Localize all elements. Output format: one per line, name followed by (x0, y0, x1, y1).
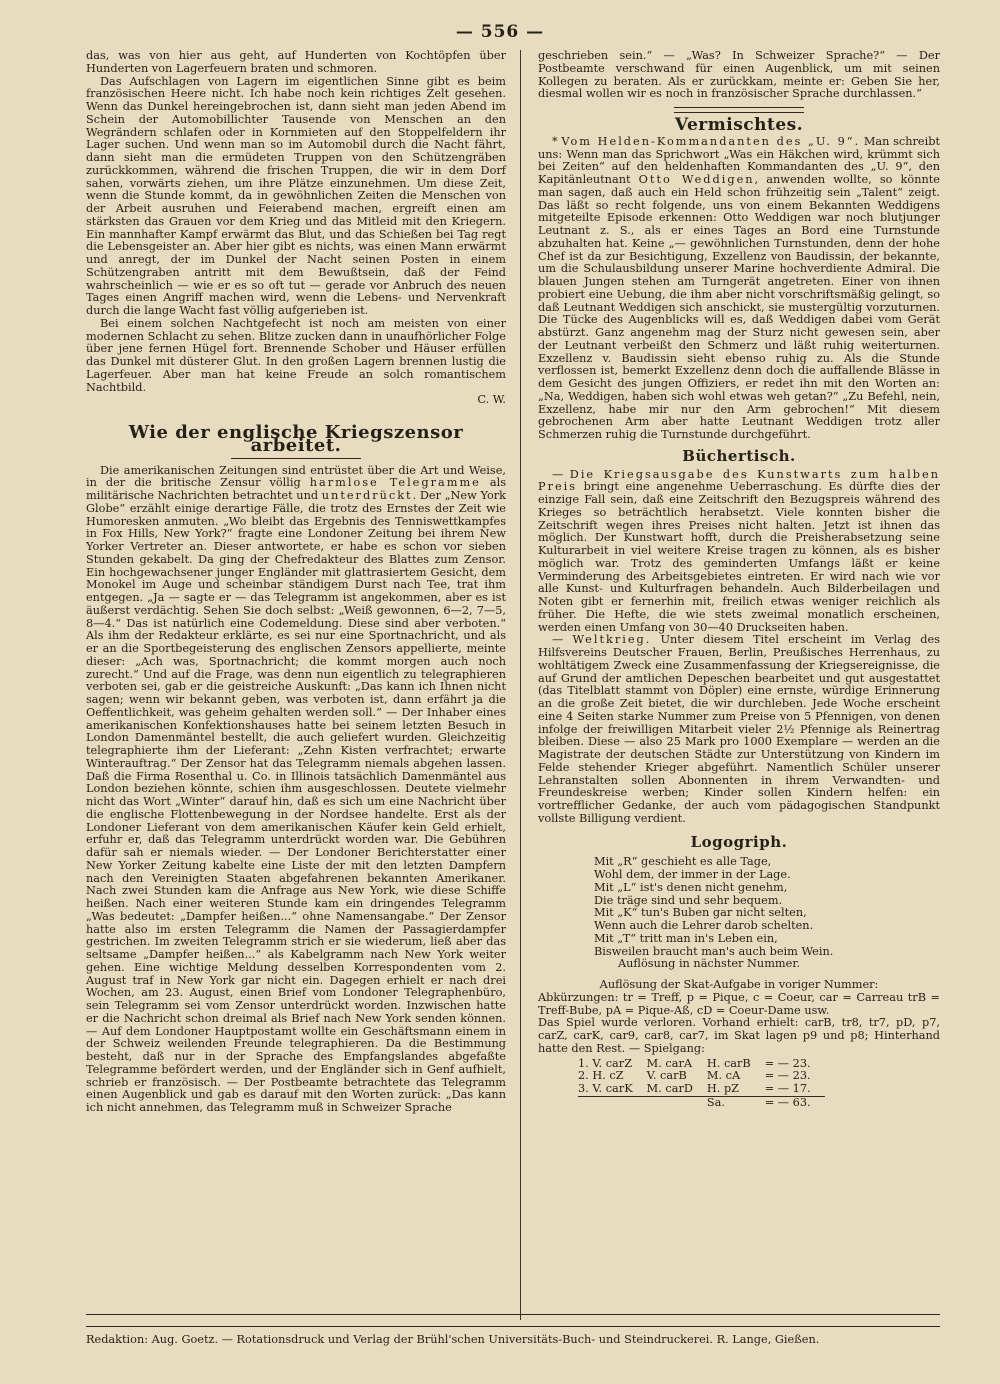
paragraph: — Weltkrieg. Unter diesem Titel erscheint im Verlag des Hilfsvereins Deutscher Frauen, Berlin, Preußisches Herrenhaus, zu wohltätigem Zweck eine Zusammenfassung der Kriegsereignisse, die auf Grund der amtlichen Depeschen bearbeitet und gut ausgestattet (das Titelblatt stammt von Döpler) eine ernste, würdige Erinnerung an die große Zeit bietet, die wir durchleben. Jede Woche erscheint eine 4 Seiten starke Nummer zum Preise von 5 Pfennigen, von denen infolge der freiwilligen Mitarbeit vieler 2½ Pfennige als Reinertrag bleiben. Diese — also 25 Mark pro 1000 Exemplare — werden an die Magistrate der deutschen Städte zur Unterstützung von Kindern im Felde stehender Krieger abgeführt. Namentlich Schüler unserer Lehranstalten sollen Abonnenten in ihrem Verwandten- und Freundeskreise werben; Kinder sollen Kindern helfen: ein vortrefflicher Gedanke, der auch vom pädagogischen Standpunkt vollste Billigung verdient. (538, 633, 940, 825)
skat-title: Auflösung der Skat-Aufgabe in voriger Nummer: (599, 978, 879, 991)
author-signature: C. W. (477, 393, 506, 407)
poem-line: Mit „R“ geschieht es alle Tage, (594, 855, 772, 869)
paragraph: Das Aufschlagen von Lagern im eigentlichen Sinne gibt es beim französischen Heere nicht. Ich habe noch kein richtiges Zelt gesehen. Wenn das Dunkel hereingebrochen ist, dann sieht man jeden Abend im Schein der Automobillichter Tausende von Menschen an den Wegrändern schlafen oder in Kornmieten auf den Stoppelfeldern ihr Lager suchen. Und wenn man so im Automobil durch die Nacht fährt, dann sieht man die ermüdeten Truppen von den Schützengräben zurückkommen, während die frischen Truppen, die wir in dem Dorf sahen, vorwärts ziehen, um ihre Plätze einzunehmen. Um diese Zeit, wenn die Stunde kommt, da in gewöhnlichen Zeiten die Menschen von der Arbeit ausruhen und Feierabend machen, ergreift einen am stärksten das Grauen vor dem Krieg und das Mitleid mit den Kriegern. Ein mannhafter Kampf erwärmt das Blut, und das Schießen bei Tag regt die Lebensgeister an. Aber hier gibt es nichts, was einen Mann erwärmt und anregt, der im Dunkel der Nacht seinen Posten in einem Schützengraben antritt mit dem Bewußtsein, daß der Feind wahrscheinlich — wie er es so oft tut — gerade vor Anbruch des neuen Tages einen Angriff machen wird, wenn die Lebens- und Nervenkraft durch die lange Wacht fast völlig aufgerieben ist. (86, 74, 506, 317)
table-row: 2. H. cZ V. carB M. cA = — 23. (578, 1069, 811, 1083)
paragraph: — Die Kriegsausgabe des Kunstwarts zum halben Preis bringt eine angenehme Ueberraschung. Es dürfte dies der einzige Fall sein, daß eine Zeitschrift den Bezugspreis während des Krieges so beträchtlich herabsetzt. Viele konnten bisher die Zeitschrift wegen ihres Preises nicht halten. Jetzt ist ihnen das möglich. Der Kunstwart hofft, durch die Preisherabsetzung seine Kulturarbeit in viel weitere Kreise tragen zu können, als es bisher möglich war. Trotz des geminderten Umfangs läßt er keine Verminderung des Arbeitsgebietes eintreten. Er wird nach wie vor alle Kunst- und Kulturfragen behandeln. Auch Bilderbeilagen und Noten gibt er fernerhin mit, freilich etwas weniger reichlich als früher. Die Hefte, die wie stets zweimal monatlich erscheinen, werden einen Umfang von 30—40 Druckseiten haben. (538, 467, 940, 634)
paragraph: das, was von hier aus geht, auf Hunderten von Kochtöpfen über Hunderten von Lagerfeuern braten und schmoren. (86, 49, 506, 75)
riddle-poem (594, 856, 940, 971)
paragraph: Die amerikanischen Zeitungen sind entrüstet über die Art und Weise, in der die britische Zensur völlig harmlose Telegramme als militärische Nachrichten betrachtet und unterdrückt. Der „New York Globe“ erzählt einige derartige Fälle, die trotz des Ernstes der Zeit wie Humoresken anmuten. „Wo bleibt das Ergebnis des Tenniswettkampfes in Fox Hills, New York?“ fragte eine Londoner Zeitung bei ihrem New Yorker Vertreter an. Dieser antwortete, er habe es schon vor sieben Stunden gekabelt. Da ging der Chefredakteur des Blattes zum Zensor. Ein hochgewachsener junger Engländer mit glattrasiertem Gesicht, dem Monokel im Auge und scheinbar ständigem Durst nach Tee, trat ihm entgegen. „Ja — sagte er — das Telegramm ist angekommen, aber es ist äußerst verdächtig. Sehen Sie doch selbst: „Weiß gewonnen, 6—2, 7—5, 8—4.“ Das ist natürlich eine Codemeldung. Diese sind aber verboten.“ Als ihm der Redakteur erklärte, es sei nur eine Sportnachricht, und als er an die Sportbegeisterung des englischen Zensors appellierte, meinte dieser: „Ach was, Sportnachricht; die kommt morgen auch noch zurecht.“ Und auf die Frage, was denn nun eigentlich zu telegraphieren verboten sei, gab er die geistreiche Auskunft: „Das kann ich Ihnen nicht sagen; wenn wir bekannt geben, was verboten ist, dann erfährt ja die Oeffentlichkeit, was geheim gehalten werden soll.“ — Der Inhaber eines amerikanischen Konfektionshauses hatte bei seinem letzten Besuch in London Damenmäntel bestellt, die auch geliefert wurden. Gleichzeitig telegraphierte ihm der Lieferant: „Zehn Kisten verfrachtet; erwarte Winterauftrag.“ Der Zensor hat das Telegramm niemals abgehen lassen. Daß die Firma Rosenthal u. Co. in Illinois tatsächlich Damenmäntel aus London beziehen könnte, schien ihm ausgeschlossen. Deutete vielmehr nicht das Wort „Winter“ darauf hin, daß es sich um eine Nachricht über die englische Flottenbewegung in der Nordsee handelte. Erst als der Londoner Lieferant von dem amerikanischen Käufer kein Geld erhielt, erfuhr er, daß das Telegramm unterdrückt worden war. Die Gebühren dafür sah er niemals wieder. — Der Londoner Berichterstatter einer New Yorker Zeitung kabelte eine Liste der mit den letzten Dampfern nach den Vereinigten Staaten abgefahrenen bekannten Amerikaner. Nach zwei Stunden kam die Anfrage aus New York, wie diese Schiffe heißen. Nach einer weiteren Stunde kam ein dringendes Telegramm „Was bedeutet: „Dampfer heißen...“ ohne Namensangabe.“ Der Zensor hatte also im ersten Telegramm die Namen der Passagierdampfer gestrichen. Im zweiten Telegramm strich er sie wiederum, ließ aber das seltsame „Dampfer heißen...“ als Kabelgramm nach New York weiter gehen. Eine wichtige Meldung desselben Korrespondenten vom 2. August traf in New York gar nicht ein. Dagegen erhielt er nach drei Wochen, am 23. August, einen Brief vom Londoner Telegraphenbüro, sein Telegramm sei vom Zensor unterdrückt worden. Inzwischen hatte er die Nachricht schon dreimal als Brief nach New York senden können. — Auf dem Londoner Hauptpostamt wollte ein Geschäftsmann einem in der Schweiz weilenden Freunde telegraphieren. Da die Bestimmung besteht, daß nur in der Sprache des Empfangslandes abgefaßte Telegramme befördert werden, und der Engländer sich in Genf aufhielt, schrieb er französisch. — Der Postbeamte betrachtete das Telegramm einen Augenblick und gab es darauf mit den Worten zurück: „Das kann ich nicht annehmen, das Telegramm muß in Schweizer Sprache (86, 463, 507, 1114)
divider (231, 458, 361, 459)
page-number: — 556 — (455, 22, 545, 42)
skat-abbreviations: Abkürzungen: tr = Treff, p = Pique, c = Coeur, car = Carreau trB = Treff-Bube, pA = Pique-Aß, cD = Coeur-Dame usw. (538, 990, 940, 1017)
poem-line: Wenn auch die Lehrer darob schelten. (594, 919, 814, 932)
skat-description: Das Spiel wurde verloren. Vorhand erhielt: carB, tr8, tr7, pD, p7, carZ, carK, car9, car8, car7, im Skat lagen p9 und p8; Hinterhand hatte den Rest. — Spielgang: (538, 1016, 940, 1055)
skat-table (578, 1058, 825, 1110)
paragraph: * Vom Helden-Kommandanten des „U. 9“. Man schreibt uns: Wenn man das Sprichwort „Was ein Häkchen wird, krümmt sich bei Zeiten“ auf den heldenhaften Kommandanten des „U. 9“, den Kapitänleutnant Otto Weddigen, anwenden wollte, so könnte man sagen, daß auch ein Held schon frühzeitig sein „Talent“ zeigt. Das läßt so recht folgende, uns von einem Bekannten Weddigens mitgeteilte Episode erkennen: Otto Weddigen war noch blutjunger Leutnant z. S., als er eines Tages an Bord eine Turnstunde abzuhalten hat. Keine „— gewöhnlichen Turnstunden, denn der hohe Chef ist da zur Besichtigung, Exzellenz von Baudissin, der bekannte, um die Schulausbildung unserer Marine hochverdiente Admiral. Die blauen Jungen stehen am Turngerät angetreten. Einer von ihnen probiert eine Uebung, die ihm aber nicht vorschriftsmäßig gelingt, so daß Leutnant Weddigen sich anschickt, sie mustergültig vorzuturnen. Die Tücke des Augenblicks will es, daß Weddigen dabei vom Gerät abstürzt. Ganz angenehm mag der Sturz nicht gewesen sein, aber der Leutnant verbeißt den Schmerz und läßt ruhig weiterturnen. Exzellenz v. Baudissin sieht ebenso ruhig zu. Als die Stunde verflossen ist, bemerkt Exzellenz denn doch die auffallende Blässe in dem Gesicht des jungen Offiziers, er redet ihn mit den Worten an: „Na, Weddigen, haben sich wohl etwas weh getan?“ „Zu Befehl, nein, Exzellenz, habe mir nur den Arm gebrochen!“ Mit diesem gebrochenen Arm aber hatte Leutnant Weddigen trotz aller Schmerzen ruhig die Turnstunde durchgeführt. (538, 134, 940, 441)
section-heading: Wie der englische Kriegszensor arbeitet. (128, 422, 464, 456)
table-row: 3. V. carK M. carD H. pZ = — 17. (578, 1081, 811, 1095)
poem-line: Mit „T“ tritt man in's Leben ein, (594, 931, 778, 945)
poem-line: Bisweilen braucht man's auch beim Wein. (594, 944, 834, 958)
left-column (86, 50, 506, 1115)
poem-line: Die träge sind und sehr bequem. (594, 893, 783, 907)
poem-line: Wohl dem, der immer in der Lage. (594, 868, 791, 881)
poem-line: Mit „L“ ist's denen nicht genehm, (594, 880, 788, 894)
column-divider (520, 50, 521, 1320)
divider (674, 107, 804, 113)
imprint-footer: Redaktion: Aug. Goetz. — Rotationsdruck und Verlag der Brühl'schen Universitäts-Buch- und Steindruckerei. R. Lange, Gießen. (86, 1326, 940, 1346)
table-sum-row: Sa. = — 63. (578, 1096, 825, 1109)
footer-divider (86, 1314, 940, 1315)
skat-solution (538, 979, 940, 1109)
poem-line: Mit „K“ tun's Buben gar nicht selten, (594, 906, 807, 920)
section-heading: Vermischtes. (674, 115, 804, 135)
paragraph: geschrieben sein.“ — „Was? In Schweizer Sprache?“ — Der Postbeamte verschwand für einen Augenblick, um mit seinen Kollegen zu beraten. Als er zurückkam, meinte er: Geben Sie her, diesmal wollen wir es noch in französischer Sprache durchlassen.“ (538, 49, 940, 101)
table-row: 1. V. carZ M. carA H. carB = — 23. (578, 1056, 811, 1070)
right-column (538, 50, 940, 1109)
section-heading: Logogriph. (690, 832, 788, 851)
section-heading: Büchertisch. (682, 446, 796, 465)
poem-solution-note: Auflösung in nächster Nummer. (618, 957, 801, 971)
paragraph: Bei einem solchen Nachtgefecht ist noch am meisten von einer modernen Schlacht zu sehen. Blitze zucken dann in unaufhörlicher Folge über jene fernen Hügel fort. Brennende Schober und Häuser erfüllen das Dunkel mit düsterer Glut. In den großen Lagern brennen lustig die Lagerfeuer. Aber man hat keine Freude an solch romantischem Nachtbild. (86, 316, 506, 394)
